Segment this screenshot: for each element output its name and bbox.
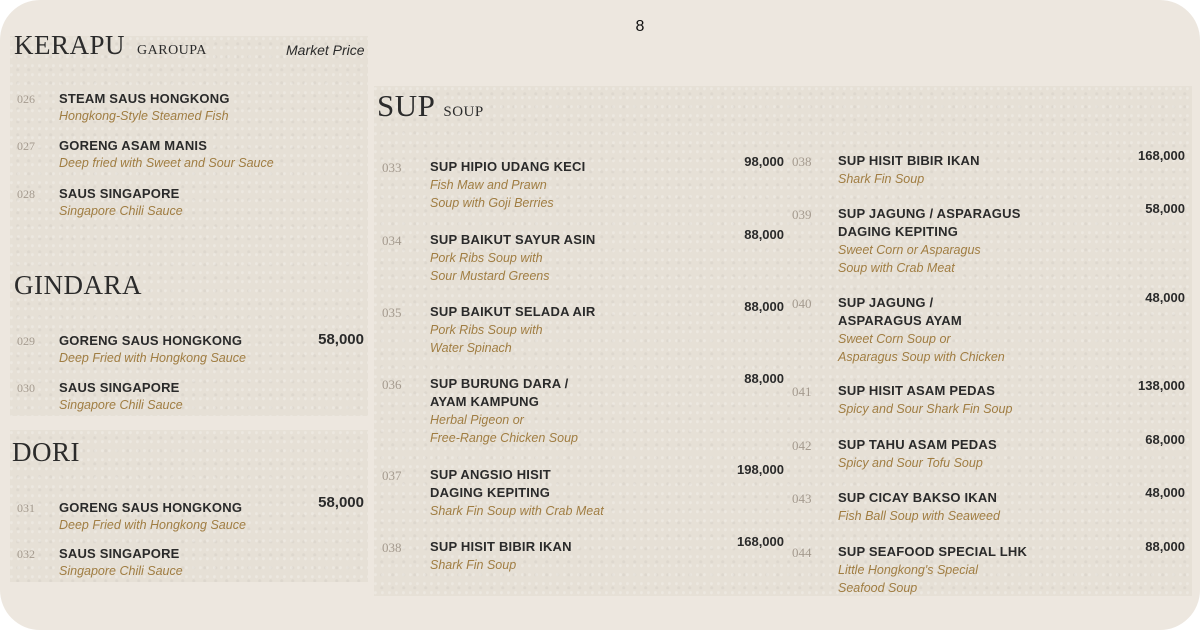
soup-left-name-line: DAGING KEPITING <box>430 485 551 500</box>
soup-right-name-line: SUP HISIT BIBIR IKAN <box>838 153 980 168</box>
soup-left-code: 034 <box>382 233 402 248</box>
soup-left-price: 98,000 <box>744 154 784 169</box>
kerapu-code: 027 <box>17 139 35 153</box>
dori-name: SAUS SINGAPORE <box>59 546 180 561</box>
soup-left-item <box>430 538 572 574</box>
kerapu-desc: Singapore Chili Sauce <box>59 204 183 218</box>
soup-left-name-line: SUP HIPIO UDANG KECI <box>430 159 586 174</box>
soup-left-price: 88,000 <box>744 299 784 314</box>
soup-left-item <box>430 375 578 447</box>
soup-left-name-line: SUP BURUNG DARA / <box>430 376 569 391</box>
market-price-note: Market Price <box>286 42 365 58</box>
gindara-desc: Singapore Chili Sauce <box>59 398 183 412</box>
soup-right-name-line: SUP JAGUNG / ASPARAGUS <box>838 206 1021 221</box>
soup-right-item <box>838 543 1027 597</box>
soup-right-code: 041 <box>792 384 812 399</box>
soup-left-name-line: AYAM KAMPUNG <box>430 394 540 409</box>
soup-right-price: 68,000 <box>1145 432 1185 447</box>
soup-left-desc-line: Water Spinach <box>430 341 512 355</box>
gindara-code: 030 <box>17 381 35 395</box>
kerapu-code: 028 <box>17 187 35 201</box>
kerapu-item <box>59 185 183 219</box>
kerapu-item <box>59 137 274 171</box>
sup-title <box>377 88 484 124</box>
soup-left-code: 035 <box>382 305 402 320</box>
gindara-code: 029 <box>17 334 35 348</box>
soup-right-name-line: SUP HISIT ASAM PEDAS <box>838 383 996 398</box>
soup-right-desc-line: Fish Ball Soup with Seaweed <box>838 509 1000 523</box>
gindara-name: SAUS SINGAPORE <box>59 380 180 395</box>
soup-left-code: 038 <box>382 540 402 555</box>
gindara-price: 58,000 <box>318 331 364 348</box>
soup-right-desc-line: Seafood Soup <box>838 581 918 595</box>
soup-left-price: 88,000 <box>744 371 784 386</box>
page-number: 8 <box>635 18 645 35</box>
dori-desc: Singapore Chili Sauce <box>59 564 183 578</box>
soup-left-desc-line: Pork Ribs Soup with <box>430 251 543 265</box>
kerapu-name: GORENG ASAM MANIS <box>59 138 208 153</box>
soup-right-desc-line: Soup with Crab Meat <box>838 261 955 275</box>
soup-left-name-line: SUP BAIKUT SAYUR ASIN <box>430 232 596 247</box>
soup-left-name-line: SUP BAIKUT SELADA AIR <box>430 304 596 319</box>
soup-right-code: 040 <box>792 296 812 311</box>
soup-right-item <box>838 489 1000 525</box>
sup-title-text: SUP <box>377 88 436 123</box>
soup-right-name-line: DAGING KEPITING <box>838 224 959 239</box>
kerapu-name: STEAM SAUS HONGKONG <box>59 91 230 106</box>
soup-right-item <box>838 436 997 472</box>
gindara-desc: Deep Fried with Hongkong Sauce <box>59 351 246 365</box>
soup-left-desc-line: Pork Ribs Soup with <box>430 323 543 337</box>
soup-right-item <box>838 294 1005 366</box>
soup-left-desc-line: Shark Fin Soup with Crab Meat <box>430 504 604 518</box>
soup-left-code: 033 <box>382 160 402 175</box>
dori-price: 58,000 <box>318 494 364 511</box>
dori-title: DORI <box>12 437 80 467</box>
soup-left-desc-line: Free-Range Chicken Soup <box>430 431 578 445</box>
soup-right-price: 88,000 <box>1145 539 1185 554</box>
soup-right-code: 038 <box>792 154 812 169</box>
soup-right-name-line: SUP SEAFOOD SPECIAL LHK <box>838 544 1028 559</box>
soup-right-code: 039 <box>792 207 812 222</box>
kerapu-item <box>59 90 230 124</box>
gindara-item <box>59 379 183 413</box>
soup-left-code: 037 <box>382 468 402 483</box>
soup-right-desc-line: Sweet Corn or Asparagus <box>838 243 981 257</box>
kerapu-title <box>14 30 207 61</box>
soup-left-desc-line: Soup with Goji Berries <box>430 196 554 210</box>
kerapu-title-text: KERAPU <box>14 30 126 60</box>
soup-right-name-line: SUP CICAY BAKSO IKAN <box>838 490 998 505</box>
soup-left-price: 168,000 <box>737 534 784 549</box>
soup-left-desc-line: Herbal Pigeon or <box>430 413 524 427</box>
soup-right-price: 48,000 <box>1145 290 1185 305</box>
soup-right-item <box>838 152 980 188</box>
soup-right-item <box>838 205 1021 277</box>
soup-left-item <box>430 231 596 285</box>
gindara-item <box>59 332 246 366</box>
soup-right-price: 138,000 <box>1138 378 1185 393</box>
soup-right-code: 043 <box>792 491 812 506</box>
soup-right-price: 58,000 <box>1145 201 1185 216</box>
dori-code: 032 <box>17 547 35 561</box>
gindara-title: GINDARA <box>14 270 142 300</box>
kerapu-desc: Hongkong-Style Steamed Fish <box>59 109 229 123</box>
kerapu-code: 026 <box>17 92 35 106</box>
soup-right-desc-line: Spicy and Sour Shark Fin Soup <box>838 402 1013 416</box>
soup-right-name-line: SUP JAGUNG / <box>838 295 934 310</box>
soup-right-item <box>838 382 1012 418</box>
dori-item <box>59 499 246 533</box>
soup-left-price: 198,000 <box>737 462 784 477</box>
soup-right-code: 042 <box>792 438 812 453</box>
kerapu-name: SAUS SINGAPORE <box>59 186 180 201</box>
gindara-name: GORENG SAUS HONGKONG <box>59 333 243 348</box>
soup-left-desc-line: Sour Mustard Greens <box>430 269 550 283</box>
soup-right-code: 044 <box>792 545 812 560</box>
soup-left-name-line: SUP ANGSIO HISIT <box>430 467 551 482</box>
soup-left-name-line: SUP HISIT BIBIR IKAN <box>430 539 572 554</box>
soup-right-price: 168,000 <box>1138 148 1185 163</box>
soup-left-item <box>430 303 596 357</box>
soup-left-item <box>430 158 585 212</box>
soup-left-desc-line: Fish Maw and Prawn <box>430 178 547 192</box>
kerapu-desc: Deep fried with Sweet and Sour Sauce <box>59 156 274 170</box>
soup-left-item <box>430 466 604 520</box>
soup-left-code: 036 <box>382 377 402 392</box>
soup-right-price: 48,000 <box>1145 485 1185 500</box>
soup-right-desc-line: Spicy and Sour Tofu Soup <box>838 456 983 470</box>
sup-subtitle: soup <box>443 96 484 121</box>
soup-right-name-line: SUP TAHU ASAM PEDAS <box>838 437 997 452</box>
soup-right-desc-line: Sweet Corn Soup or <box>838 332 951 346</box>
soup-right-name-line: ASPARAGUS AYAM <box>838 313 962 328</box>
soup-right-desc-line: Little Hongkong's Special <box>838 563 978 577</box>
soup-right-desc-line: Shark Fin Soup <box>838 172 925 186</box>
soup-right-desc-line: Asparagus Soup with Chicken <box>838 350 1005 364</box>
soup-left-price: 88,000 <box>744 227 784 242</box>
soup-left-desc-line: Shark Fin Soup <box>430 558 517 572</box>
dori-item <box>59 545 183 579</box>
dori-name: GORENG SAUS HONGKONG <box>59 500 243 515</box>
dori-code: 031 <box>17 501 35 515</box>
dori-desc: Deep Fried with Hongkong Sauce <box>59 518 246 532</box>
kerapu-subtitle: garoupa <box>137 37 207 59</box>
